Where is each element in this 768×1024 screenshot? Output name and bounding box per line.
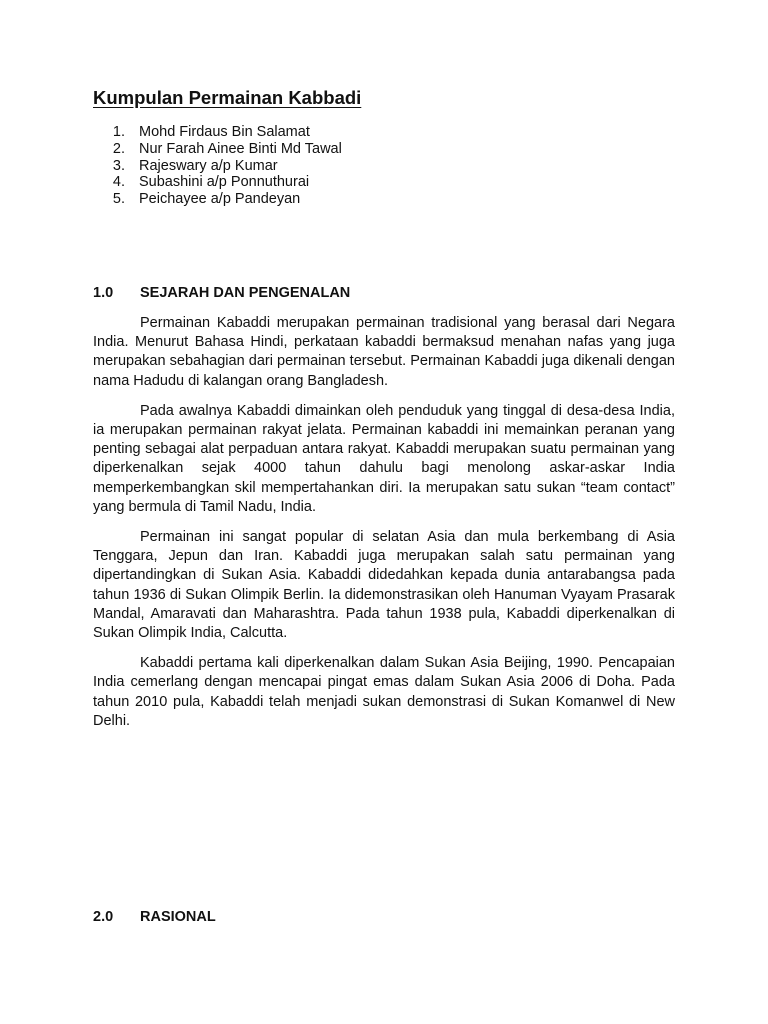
section-title: RASIONAL [140,909,216,925]
list-item-number: 1. [112,124,125,140]
paragraph: Permainan ini sangat popular di selatan Asia dan mula berkembang di Asia Tenggara, Jepun dan Iran. Kabaddi juga merupakan salah satu permainan yang dipertandingkan di Sukan Asia. Kabaddi didedahkan kepada dunia antarabangsa pada tahun 1936 di Sukan Olimpik Berlin. Ia didemonstrasikan oleh Hanuman Vyayam Prasarak Mandal, Amaravati dan Maharashtra. Pada tahun 1938 pula, Kabaddi diperkenalkan di Sukan Olimpik India, Calcutta. [93,529,675,642]
section-title: SEJARAH DAN PENGENALAN [140,284,351,301]
member-name: Mohd Firdaus Bin Salamat [139,124,310,140]
list-item-number: 2. [112,140,125,157]
paragraph: Kabaddi pertama kali diperkenalkan dalam Sukan Asia Beijing, 1990. Pencapaian India cemerlang dengan mencapai pingat emas dalam Sukan Asia 2006 di Doha. Pada tahun 2010 pula, Kabaddi telah menjadi sukan demonstrasi di Sukan Komanwel di New Delhi. [93,655,675,729]
member-list [93,124,675,208]
list-item [93,174,675,191]
section-heading-rasional [93,908,675,926]
list-item [93,191,675,208]
section-heading-sejarah [93,284,675,302]
list-item-number: 3. [112,157,125,174]
paragraph: Permainan Kabaddi merupakan permainan tradisional yang berasal dari Negara India. Menurut Bahasa Hindi, perkataan kabaddi bermaksud menahan nafas yang juga merupakan sebahagian dari permainan tersebut. Permainan Kabaddi juga dikenali dengan nama Hadudu di kalangan orang Bangladesh. [93,314,675,389]
member-name: Peichayee a/p Pandeyan [139,191,301,208]
member-name: Rajeswary a/p Kumar [139,157,278,174]
list-item-number: 5. [112,191,125,208]
list-item [93,158,675,175]
member-name: Nur Farah Ainee Binti Md Tawal [139,140,342,157]
member-name: Subashini a/p Ponnuthurai [139,174,310,191]
document-title: Kumpulan Permainan Kabbadi [93,87,362,108]
section-number: 2.0 [93,909,114,925]
list-item [93,141,675,158]
document-page [93,86,675,731]
paragraph: Pada awalnya Kabaddi dimainkan oleh penduduk yang tinggal di desa-desa India, ia merupakan permainan rakyat jelata. Permainan kabaddi ini memainkan peranan yang penting sebagai alat perpaduan antara rakyat. Kabaddi merupakan suatu permainan yang diperkenalkan sejak 4000 tahun dahulu bagi menolong askar-askar India memperkembangkan skil mempertahankan diri. Ia merupakan satu sukan “team contact” yang bermula di Tamil Nadu, India. [93,402,675,515]
list-item [93,124,675,141]
section-number: 1.0 [93,284,114,301]
list-item-number: 4. [112,174,125,191]
